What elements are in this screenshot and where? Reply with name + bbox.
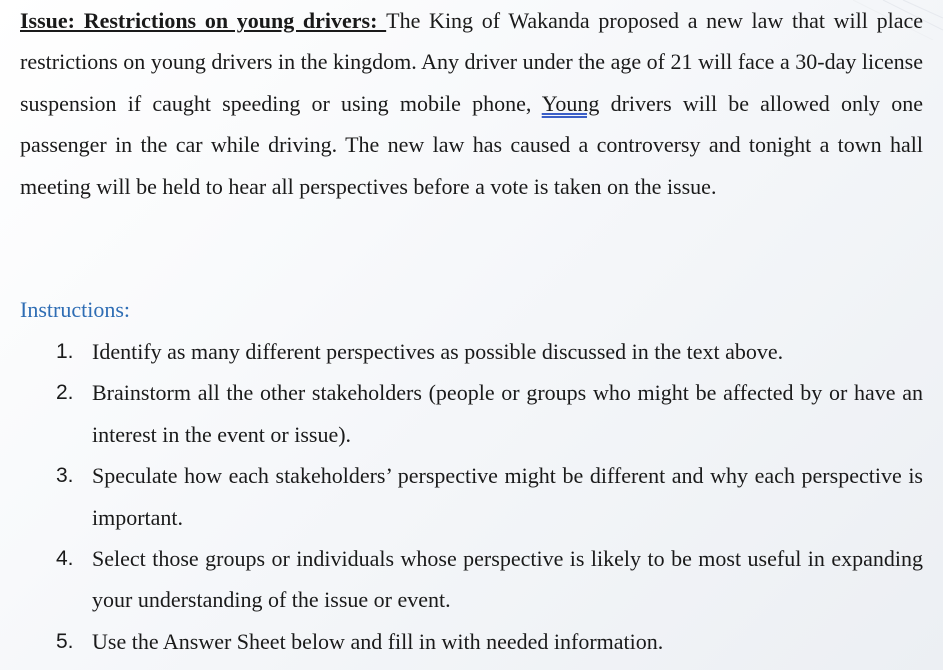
young-word: Young xyxy=(541,90,600,116)
instruction-text: Identify as many different perspectives as possible discussed in the text above. xyxy=(92,339,784,364)
instruction-text: Speculate how each stakeholders’ perspective might be different and why each perspective is important. xyxy=(92,463,923,530)
instruction-number: 4. xyxy=(56,547,74,571)
instruction-number: 5. xyxy=(56,629,74,653)
instruction-number: 1. xyxy=(56,340,74,363)
issue-paragraph xyxy=(20,0,923,207)
instruction-item xyxy=(20,621,923,662)
instruction-item xyxy=(20,538,923,621)
instructions-heading: Instructions: xyxy=(20,297,130,322)
instruction-text: Select those groups or individuals whose perspective is likely to be most useful in expanding your understanding of the issue or event. xyxy=(92,546,923,613)
instruction-number: 2. xyxy=(56,381,74,405)
issue-text-before: The King of Wakanda proposed a new law that will place restrictions on young drivers in the kingdom. Any driver under the age of 21 will face a 30-day license suspension if caught speeding or using mobile phone, xyxy=(20,8,923,116)
instruction-text: Brainstorm all the other stakeholders (people or groups who might be affected by or have an interest in the event or issue). xyxy=(92,380,923,447)
instruction-item xyxy=(20,372,923,455)
issue-text-after: drivers will be allowed only one passenger in the car while driving. The new law has caused a controversy and tonight a town hall meeting will be held to hear all perspectives before a vote is taken on the issue. xyxy=(20,90,923,199)
instructions-list xyxy=(20,331,923,662)
instruction-item xyxy=(20,455,923,538)
instruction-text: Use the Answer Sheet below and fill in with needed information. xyxy=(92,628,664,654)
instruction-item xyxy=(20,331,923,372)
instruction-number: 3. xyxy=(56,464,74,488)
document-page xyxy=(20,0,923,654)
issue-label: Issue: Restrictions on young drivers: xyxy=(20,8,387,33)
